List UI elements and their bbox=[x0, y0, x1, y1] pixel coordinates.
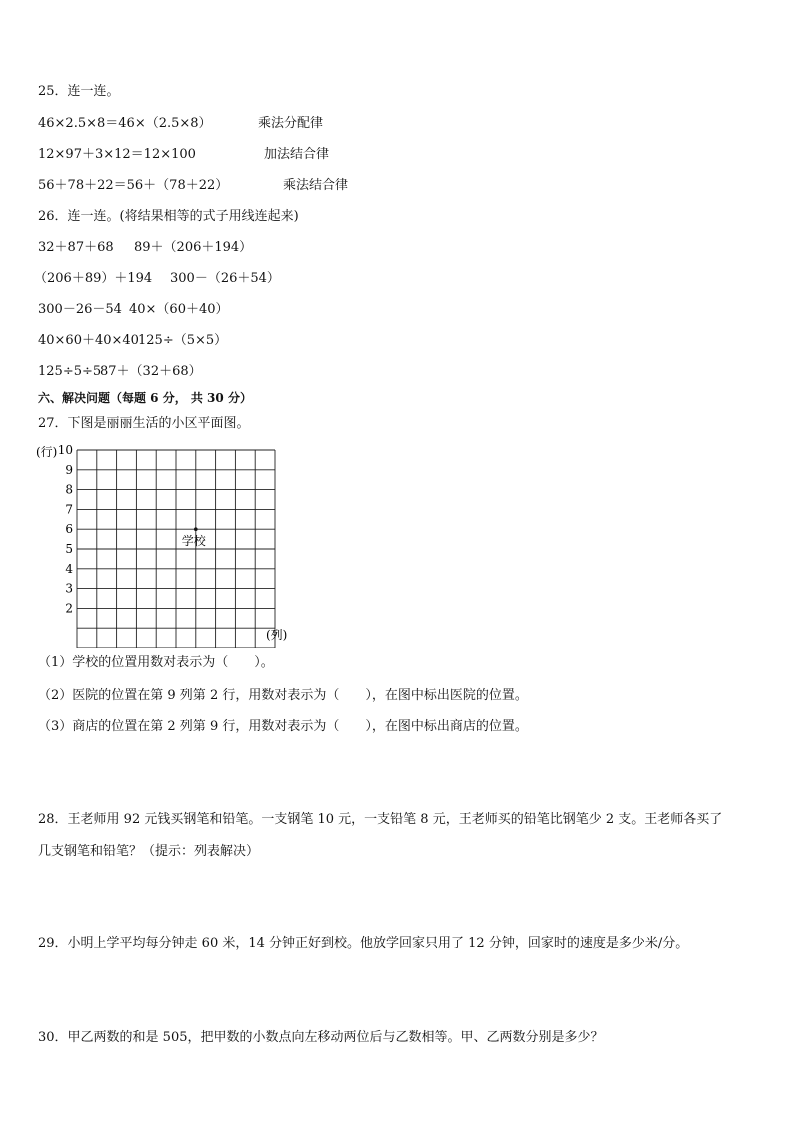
row-tick-label: 7 bbox=[65, 502, 73, 517]
q26-left-2: （206＋89）＋194 bbox=[34, 271, 153, 286]
section-6-title: 六、解决问题（每题 6 分， 共 30 分） bbox=[38, 391, 252, 405]
q25-law-2: 加法结合律 bbox=[264, 147, 330, 162]
q25-expr-3: 56＋78＋22＝56＋（78＋22） bbox=[38, 178, 229, 193]
row-tick-label: 5 bbox=[65, 542, 73, 556]
community-grid-map bbox=[34, 440, 304, 648]
q26-right-1: 89＋（206＋194） bbox=[134, 240, 253, 255]
row-tick-label: 10 bbox=[57, 443, 73, 457]
school-point bbox=[194, 527, 198, 531]
q26-right-4: 125÷（5×5） bbox=[138, 333, 228, 348]
q26-right-5: 87＋（32＋68） bbox=[100, 364, 202, 379]
q25-expr-2: 12×97＋3×12＝12×100 bbox=[38, 147, 196, 162]
q26-right-3: 40×（60＋40） bbox=[129, 302, 229, 317]
q27-part-3: （3）商店的位置在第 2 列第 9 行，用数对表示为（ ），在图中标出商店的位置。 bbox=[38, 719, 528, 734]
q26-right-2: 300－（26＋54） bbox=[170, 271, 280, 286]
q27-title: 27．下图是丽丽生活的小区平面图。 bbox=[38, 416, 250, 431]
q26-left-5: 125÷5÷5 bbox=[38, 364, 102, 379]
row-tick-label: 9 bbox=[65, 462, 73, 477]
q25-expr-1: 46×2.5×8＝46×（2.5×8） bbox=[38, 116, 212, 131]
q30-text: 30．甲乙两数的和是 505，把甲数的小数点向左移动两位后与乙数相等。甲、乙两数分别是多少？ bbox=[38, 1030, 604, 1045]
q26-title: 26．连一连。(将结果相等的式子用线连起来) bbox=[38, 209, 299, 224]
q28-line-1: 28．王老师用 92 元钱买钢笔和铅笔。一支钢笔 10 元，一支铅笔 8 元，王老师买的铅笔比钢笔少 2 支。王老师各买了 bbox=[38, 812, 723, 827]
col-axis-label: (列) bbox=[266, 628, 288, 642]
q27-part-1: （1）学校的位置用数对表示为（ ）。 bbox=[38, 655, 274, 670]
q26-left-1: 32＋87＋68 bbox=[38, 240, 114, 255]
q25-law-1: 乘法分配律 bbox=[258, 116, 324, 131]
q28-line-2: 几支钢笔和铅笔？（提示：列表解决） bbox=[38, 844, 260, 859]
row-tick-label: 4 bbox=[65, 561, 73, 576]
row-tick-labels bbox=[58, 443, 74, 615]
q25-law-3: 乘法结合律 bbox=[283, 178, 349, 193]
school-label: 学校 bbox=[181, 534, 206, 549]
row-tick-label: 6 bbox=[65, 522, 73, 537]
q26-left-3: 300－26－54 bbox=[38, 302, 122, 317]
grid-lines bbox=[77, 450, 275, 648]
q26-left-4: 40×60＋40×40 bbox=[38, 333, 139, 348]
row-tick-label: 8 bbox=[65, 482, 73, 497]
q25-title: 25．连一连。 bbox=[38, 84, 120, 99]
q29-text: 29．小明上学平均每分钟走 60 米，14 分钟正好到校。他放学回家只用了 12 分钟，回家时的速度是多少米/分。 bbox=[38, 936, 689, 951]
row-tick-label: 3 bbox=[65, 581, 73, 596]
q27-part-2: （2）医院的位置在第 9 列第 2 行，用数对表示为（ ），在图中标出医院的位置。 bbox=[38, 688, 528, 703]
row-axis-label: (行) bbox=[36, 445, 58, 459]
row-tick-label: 2 bbox=[65, 601, 73, 616]
